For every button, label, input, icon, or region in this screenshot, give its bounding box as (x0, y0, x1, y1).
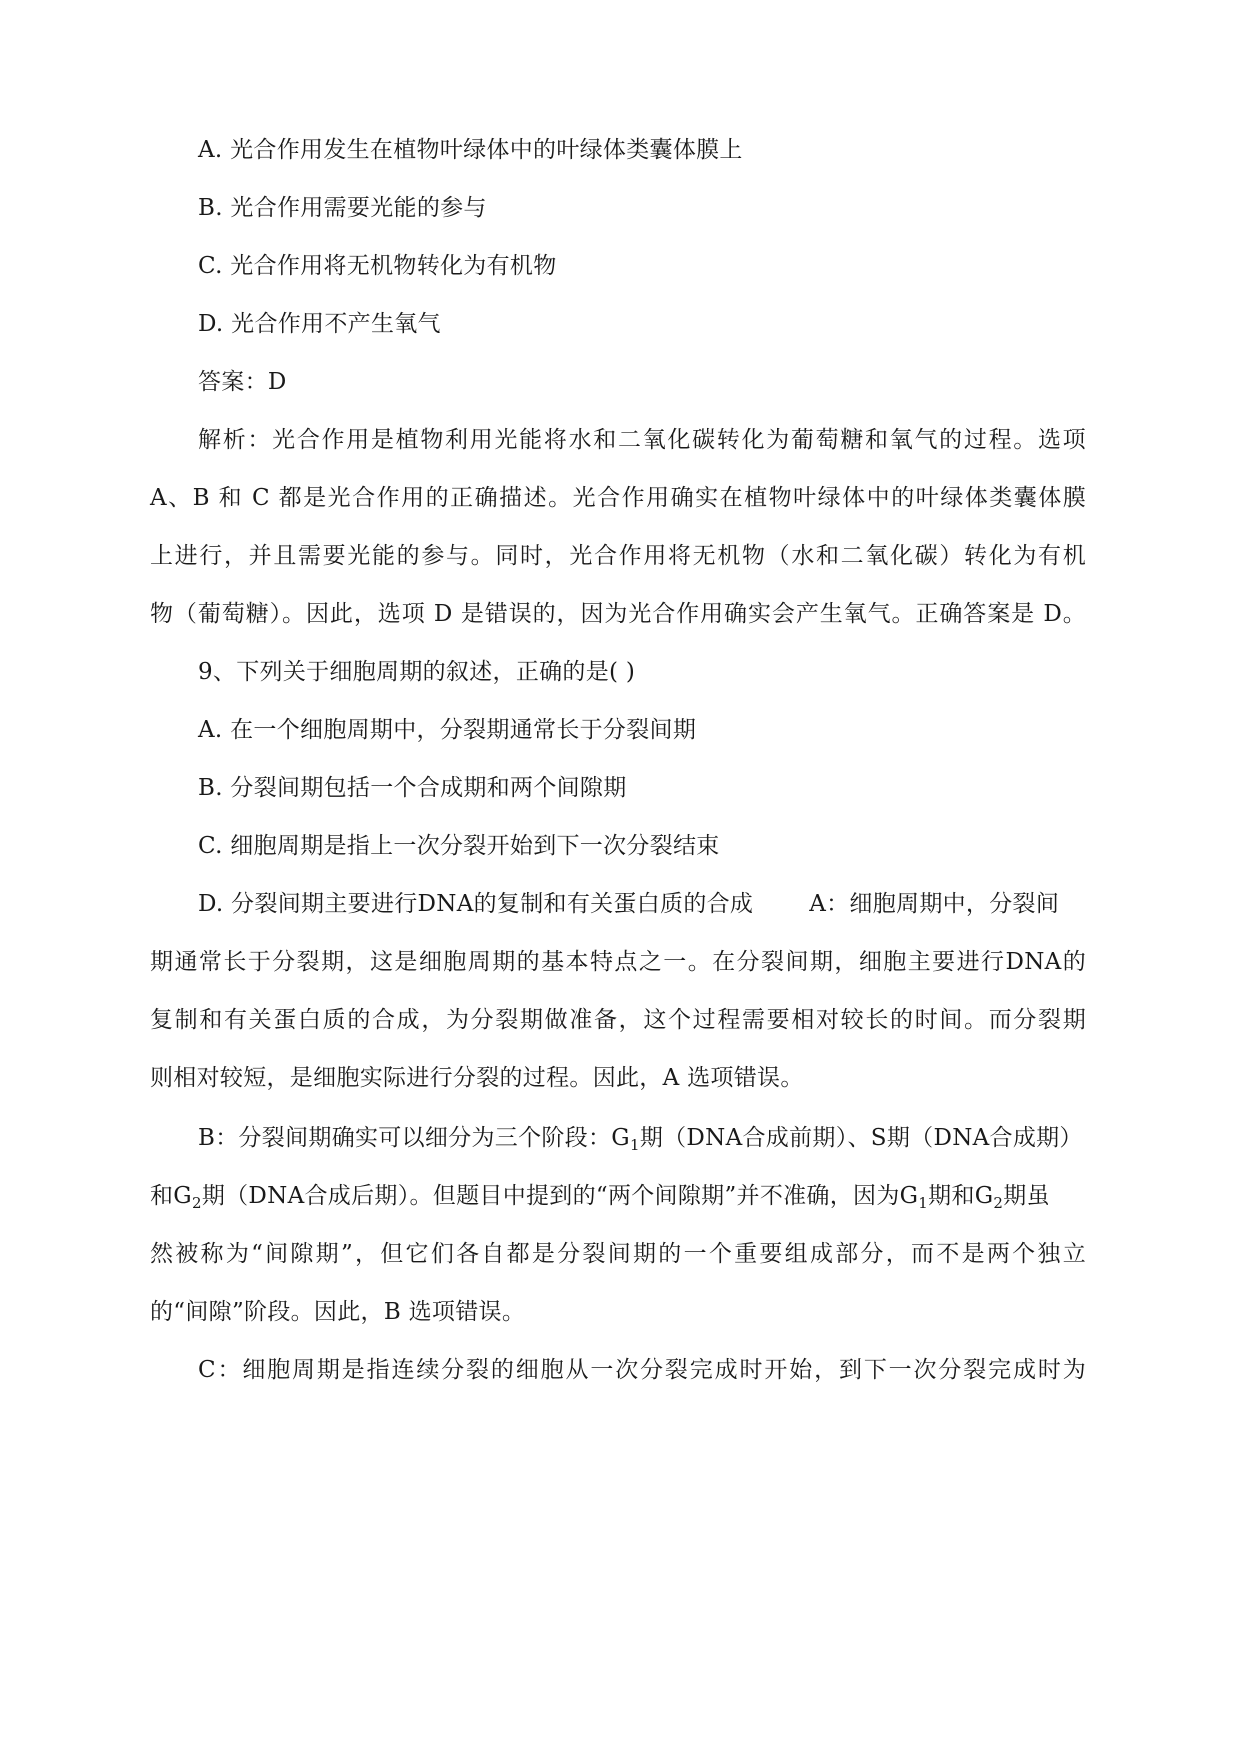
subscript: 1 (918, 1194, 929, 1212)
q9-stem: 9、下列关于细胞周期的叙述，正确的是( ) (198, 659, 636, 685)
q9-analysis-a-line: 复制和有关蛋白质的合成，为分裂期做准备，这个过程需要相对较长的时间。而分裂期 (150, 1007, 1086, 1033)
q8-option-c: C. 光合作用将无机物转化为有机物 (198, 253, 557, 279)
q9-analysis-a-start: A：细胞周期中，分裂间 (809, 891, 1060, 917)
subscript: 2 (993, 1194, 1004, 1212)
q9-option-c: C. 细胞周期是指上一次分裂开始到下一次分裂结束 (198, 833, 720, 859)
q9-analysis-b-text: 期和G (928, 1183, 994, 1209)
q8-analysis-line: 物（葡萄糖）。因此，选项 D 是错误的，因为光合作用确实会产生氧气。正确答案是 D。 (150, 601, 1086, 627)
subscript: 1 (629, 1136, 640, 1154)
q9-option-b: B. 分裂间期包括一个合成期和两个间隙期 (198, 775, 627, 801)
q9-analysis-a-line: 则相对较短，是细胞实际进行分裂的过程。因此，A 选项错误。 (150, 1065, 804, 1091)
q8-analysis-line: 上进行，并且需要光能的参与。同时，光合作用将无机物（水和二氧化碳）转化为有机 (150, 543, 1086, 569)
q9-analysis-b-text: 期（DNA合成前期）、S期（DNA合成期） (639, 1125, 1083, 1151)
q9-analysis-b-line: 的“间隙”阶段。因此，B 选项错误。 (150, 1299, 526, 1325)
q8-analysis-line: A、B 和 C 都是光合作用的正确描述。光合作用确实在植物叶绿体中的叶绿体类囊体膜 (150, 485, 1086, 511)
q8-analysis-line: 解析：光合作用是植物利用光能将水和二氧化碳转化为葡萄糖和氧气的过程。选项 (198, 427, 1086, 453)
q9-analysis-b-line: 然被称为“间隙期”，但它们各自都是分裂间期的一个重要组成部分，而不是两个独立 (150, 1241, 1086, 1267)
q9-analysis-a-line: 期通常长于分裂期，这是细胞周期的基本特点之一。在分裂间期，细胞主要进行DNA的 (150, 949, 1086, 975)
q8-answer: 答案：D (198, 369, 287, 395)
q8-option-a: A. 光合作用发生在植物叶绿体中的叶绿体类囊体膜上 (198, 137, 743, 163)
q9-analysis-b-text: 期虽 (1003, 1183, 1050, 1209)
subscript: 2 (191, 1194, 202, 1212)
q9-analysis-c-line: C：细胞周期是指连续分裂的细胞从一次分裂完成时开始，到下一次分裂完成时为 (198, 1357, 1086, 1383)
q9-analysis-b-line (198, 1123, 1083, 1153)
q9-analysis-b-text: B：分裂间期确实可以细分为三个阶段：G (198, 1125, 630, 1151)
q8-option-d: D. 光合作用不产生氧气 (198, 311, 441, 337)
q8-option-b: B. 光合作用需要光能的参与 (198, 195, 487, 221)
q9-analysis-b-text: 和G (150, 1183, 192, 1209)
q9-option-a: A. 在一个细胞周期中，分裂期通常长于分裂间期 (198, 717, 697, 743)
q9-analysis-b-text: 期（DNA合成后期）。但题目中提到的“两个间隙期”并不准确，因为G (201, 1183, 919, 1209)
q9-option-d: D. 分裂间期主要进行DNA的复制和有关蛋白质的合成 (198, 891, 754, 917)
q9-option-d-line (198, 889, 1059, 919)
q9-analysis-b-line (150, 1181, 1050, 1211)
